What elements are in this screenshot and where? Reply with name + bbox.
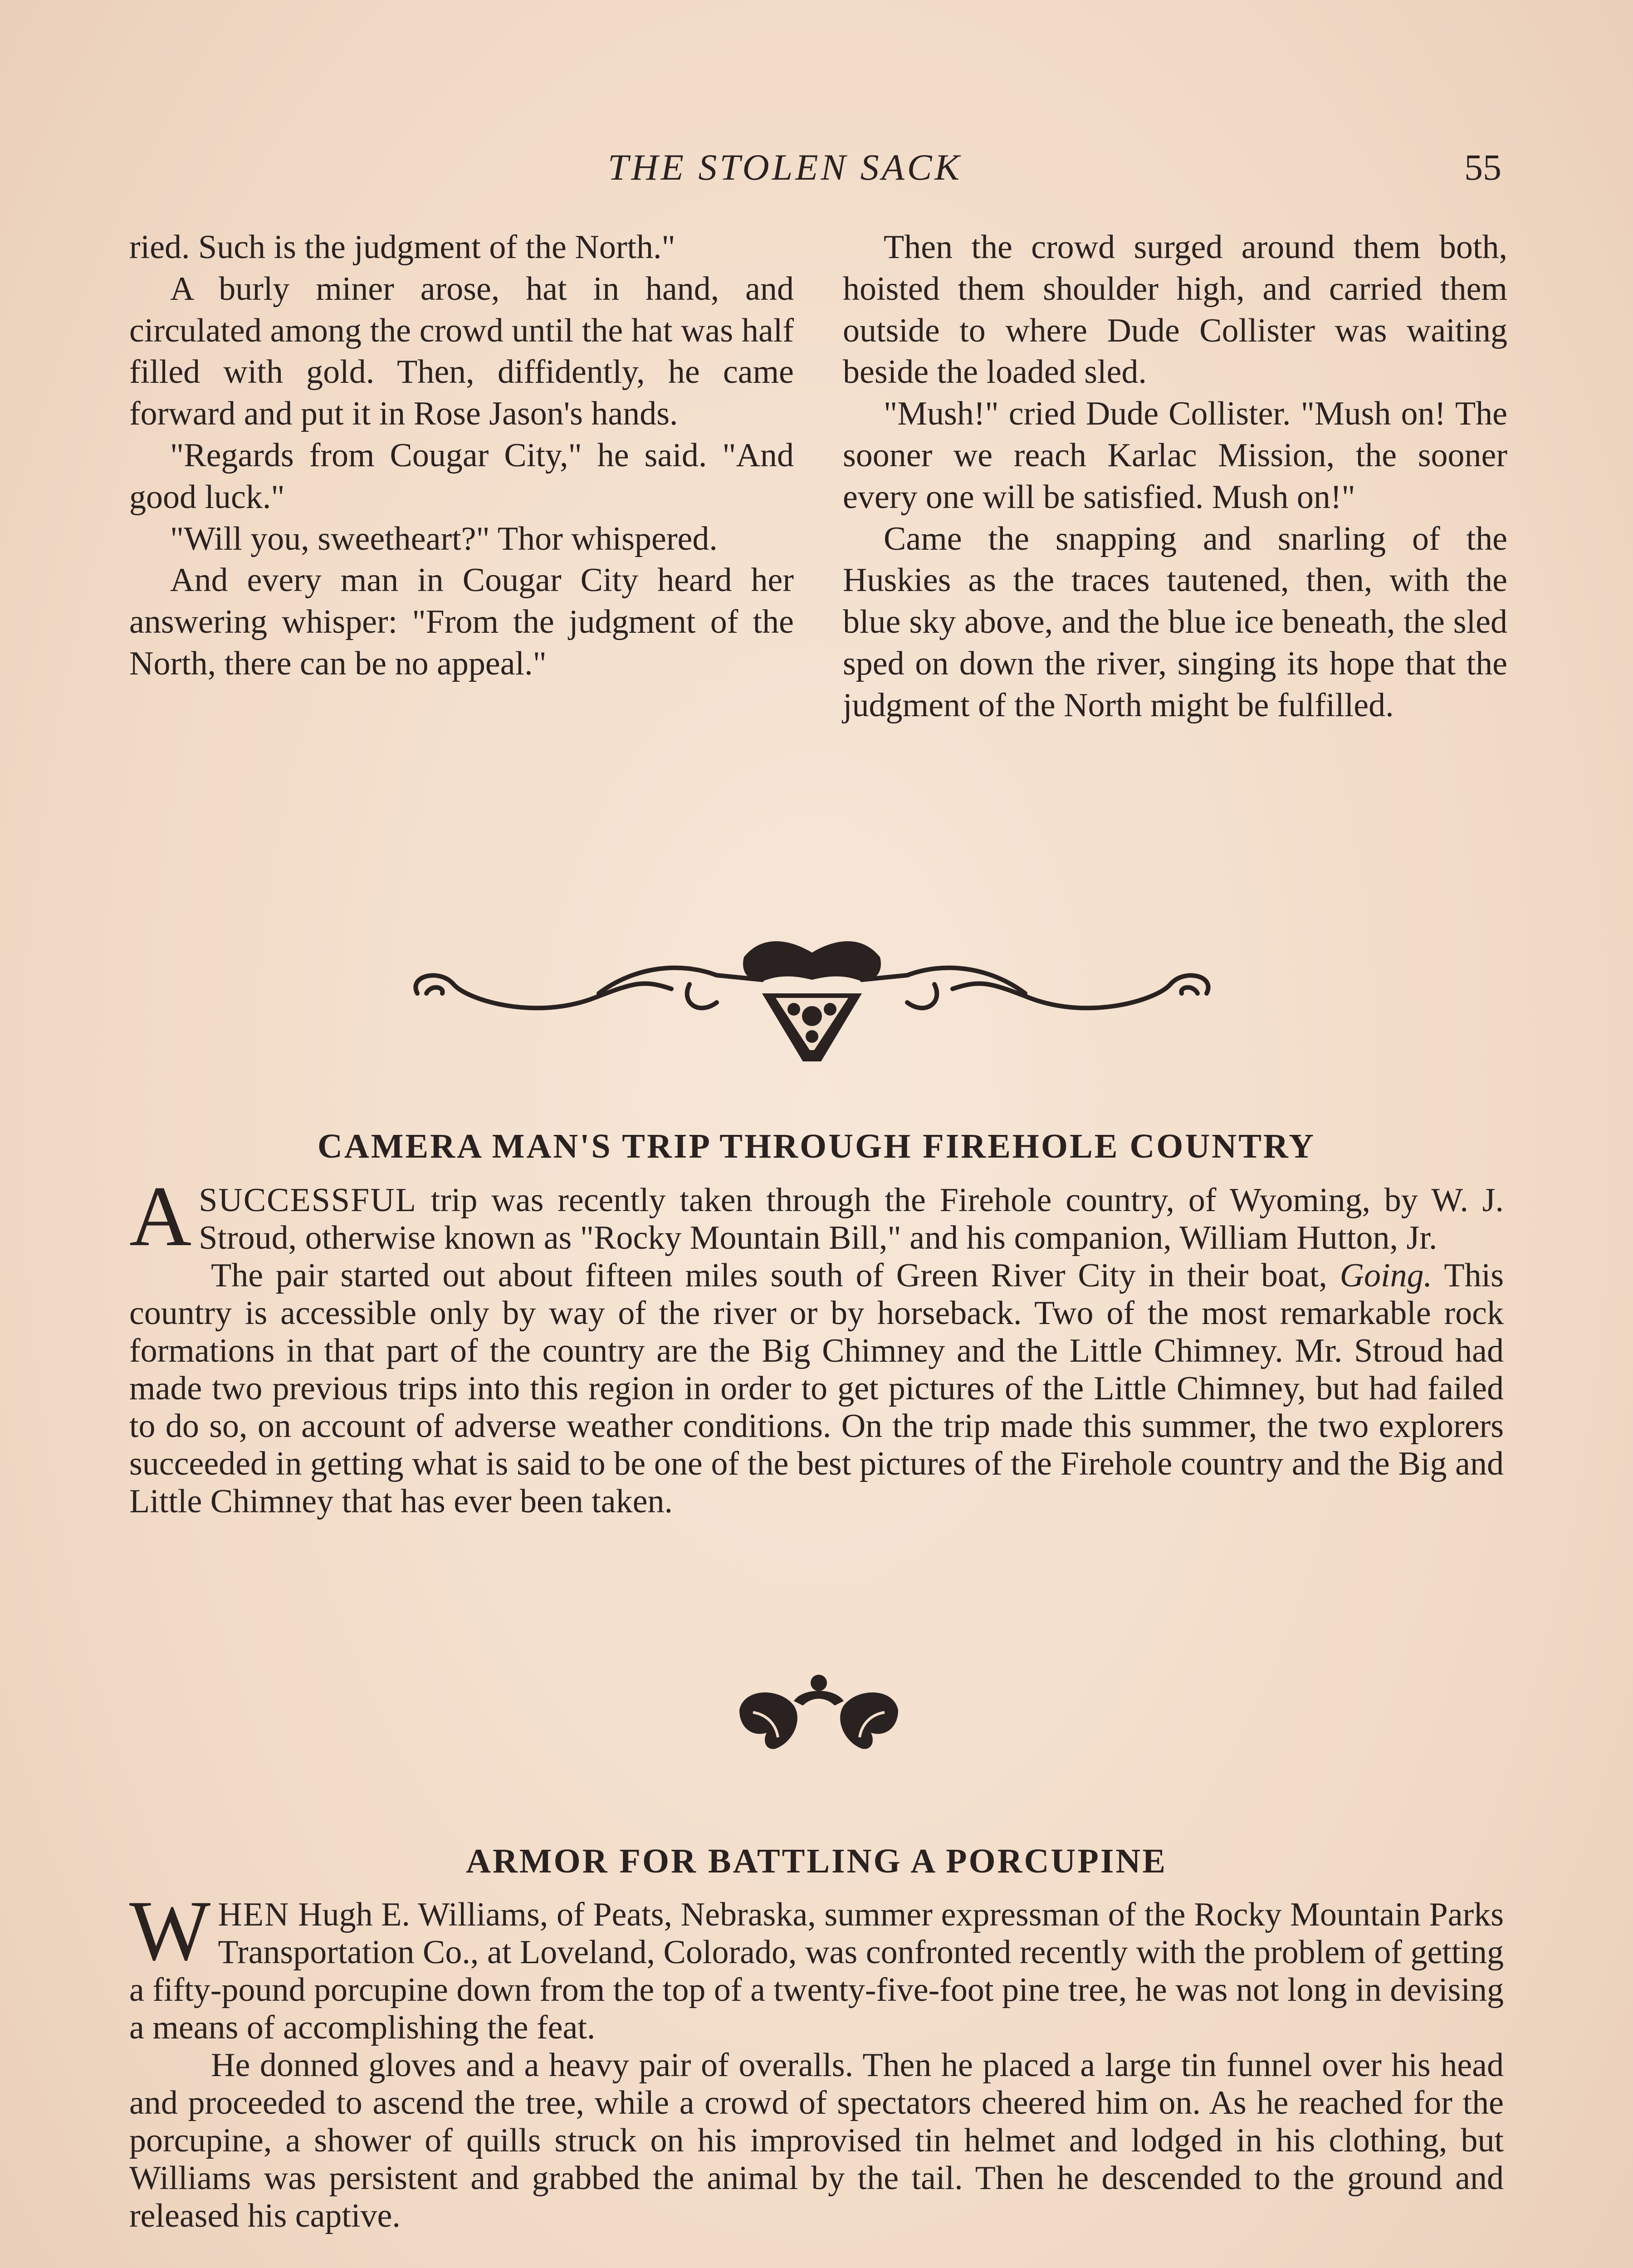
paragraph-text: The pair started out about fifteen miles south of Green River City in their boat, [211,1257,1340,1294]
story-paragraph: Then the crowd surged around them both, hoisted them shoulder high, and carried them outside to where Dude Collister was waiting beside the loaded sled. [843,229,1507,391]
article-headline: ARMOR FOR BATTLING A PORCUPINE [466,1842,1167,1880]
leaf-ornament [726,1669,912,1760]
lead-in-caps: HEN [218,1896,290,1933]
article-paragraph [129,1883,1504,2047]
story-paragraph: A burly miner arose, hat in hand, and circulated among the crowd until the hat was half filled with gold. Then, diffidently, he came forward and put it in Rose Jason's hands. [129,270,794,433]
article-paragraph [129,1257,1504,1520]
page-number: 55 [1464,147,1501,188]
paragraph-text: trip was recently taken through the Firehole country, of Wyoming, by W. J. Stroud, otherwise known as "Rocky Mountain Bill," and his companion, William Hutton, Jr. [199,1182,1504,1256]
drop-cap: W [129,1883,211,1979]
article-body [129,1883,1504,2235]
story-right-column [843,227,1507,727]
paragraph-text: Hugh E. Williams, of Peats, Nebraska, summer expressman of the Rocky Mountain Parks Transportation Co., at Loveland, Colorado, was confronted recently with the problem of getting a fifty-pound porcupine down from the top of a twenty-five-foot pine tree, he was not long in devising a means of accomplishing the feat. [129,1896,1504,2046]
story-paragraph: Came the snapping and snarling of the Huskies as the traces tautened, then, with the blue sky above, and the blue ice beneath, the sled sped on down the river, singing its hope that the judgment of the North might be fulfilled. [843,520,1507,724]
story-left-column [129,227,794,685]
story-paragraph: "Regards from Cougar City," he said. "And good luck." [129,436,794,516]
story-paragraph: And every man in Cougar City heard her answering whisper: "From the judgment of the North, there can be no appeal." [129,562,794,682]
story-paragraph: "Mush!" cried Dude Collister. "Mush on! The sooner we reach Karlac Mission, the sooner every one will be satisfied. Mush on!" [843,395,1507,516]
article-headline: CAMERA MAN'S TRIP THROUGH FIREHOLE COUNTRY [318,1127,1315,1165]
lead-in-caps: SUCCESSFUL [199,1182,417,1219]
running-title: THE STOLEN SACK [608,147,963,188]
drop-cap: A [129,1169,192,1264]
story-paragraph: "Will you, sweetheart?" Thor whispered. [170,520,718,557]
story-paragraph: ried. Such is the judgment of the North." [129,229,675,266]
scroll-ornament [399,925,1225,1070]
article-body [129,1169,1504,1520]
article-paragraph [129,1169,1504,1264]
boat-name: Going. [1340,1257,1433,1294]
article-paragraph: He donned gloves and a heavy pair of overalls. Then he placed a large tin funnel over his head and proceeded to ascend the tree, while a crowd of spectators cheered him on. As he reached for the porcupine, a shower of quills struck on his improvised tin helmet and lodged in his clothing, but Williams was persistent and grabbed the animal by the tail. Then he descended to the ground and released his captive. [129,2047,1504,2234]
paragraph-text: This country is accessible only by way of the river or by horseback. Two of the most remarkable rock formations in that part of the country are the Big Chimney and the Little Chimney. Mr. Stroud had made two previous trips into this region in order to get pictures of the Little Chimney, but had failed to do so, on account of adverse weather conditions. On the trip made this summer, the two explorers succeeded in getting what is said to be one of the best pictures of the Firehole country and the Big and Little Chimney that has ever been taken. [129,1257,1504,1520]
